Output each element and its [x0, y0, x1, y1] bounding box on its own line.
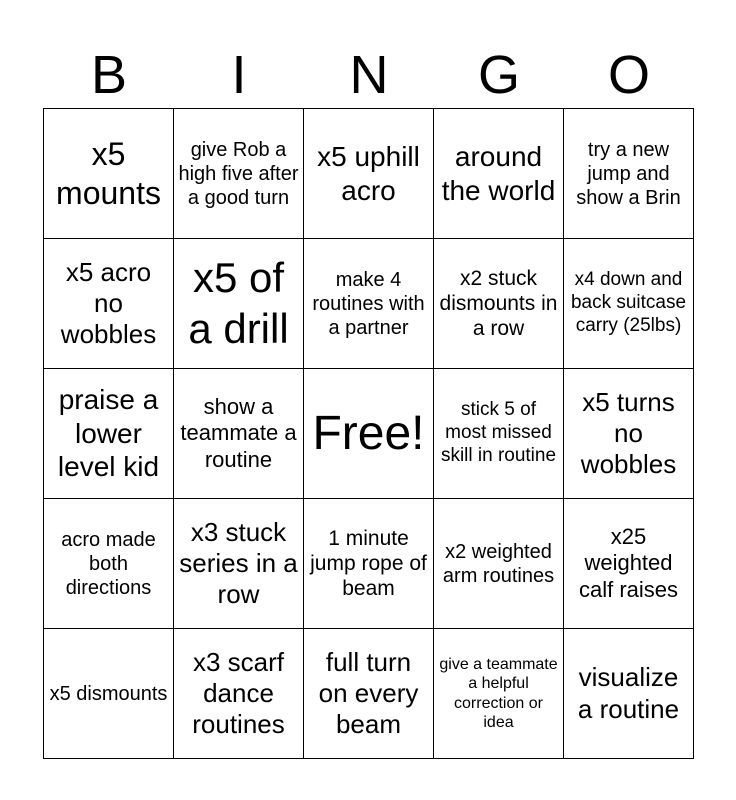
bingo-cell[interactable]: make 4 routines with a partner [304, 239, 434, 369]
header-letter-g: G [477, 45, 520, 105]
bingo-cell[interactable]: x2 stuck dismounts in a row [434, 239, 564, 369]
bingo-cell[interactable]: x3 scarf dance routines [174, 629, 304, 759]
bingo-cell[interactable]: x5 of a drill [174, 239, 304, 369]
bingo-cell[interactable]: give Rob a high five after a good turn [174, 109, 304, 239]
header-letter-b: B [90, 45, 128, 105]
bingo-cell[interactable]: around the world [434, 109, 564, 239]
bingo-cell[interactable]: praise a lower level kid [44, 369, 174, 499]
bingo-header [44, 44, 694, 106]
header-letter-n: N [349, 45, 389, 105]
bingo-cell[interactable]: x5 acro no wobbles [44, 239, 174, 369]
bingo-cell[interactable]: x5 uphill acro [304, 109, 434, 239]
bingo-cell[interactable]: x2 weighted arm routines [434, 499, 564, 629]
bingo-row [44, 629, 694, 759]
bingo-cell[interactable]: show a teammate a routine [174, 369, 304, 499]
bingo-cell[interactable]: x25 weighted calf raises [564, 499, 694, 629]
bingo-cell[interactable]: x3 stuck series in a row [174, 499, 304, 629]
bingo-cell[interactable]: x5 turns no wobbles [564, 369, 694, 499]
bingo-row [44, 239, 694, 369]
bingo-cell[interactable]: full turn on every beam [304, 629, 434, 759]
bingo-row [44, 369, 694, 499]
bingo-card-grid [43, 108, 694, 759]
bingo-cell[interactable]: x5 mounts [44, 109, 174, 239]
bingo-cell[interactable]: visualize a routine [564, 629, 694, 759]
bingo-row [44, 499, 694, 629]
header-letter-i: I [231, 45, 247, 105]
bingo-cell[interactable]: try a new jump and show a Brin [564, 109, 694, 239]
bingo-cell[interactable]: acro made both directions [44, 499, 174, 629]
bingo-cell[interactable]: x4 down and back suitcase carry (25lbs) [564, 239, 694, 369]
free-space-cell[interactable]: Free! [304, 369, 434, 499]
bingo-cell[interactable]: 1 minute jump rope of beam [304, 499, 434, 629]
bingo-cell[interactable]: stick 5 of most missed skill in routine [434, 369, 564, 499]
bingo-cell[interactable]: give a teammate a helpful correction or idea [434, 629, 564, 759]
bingo-cell[interactable]: x5 dismounts [44, 629, 174, 759]
header-letter-o: O [607, 45, 650, 105]
bingo-row [44, 109, 694, 239]
